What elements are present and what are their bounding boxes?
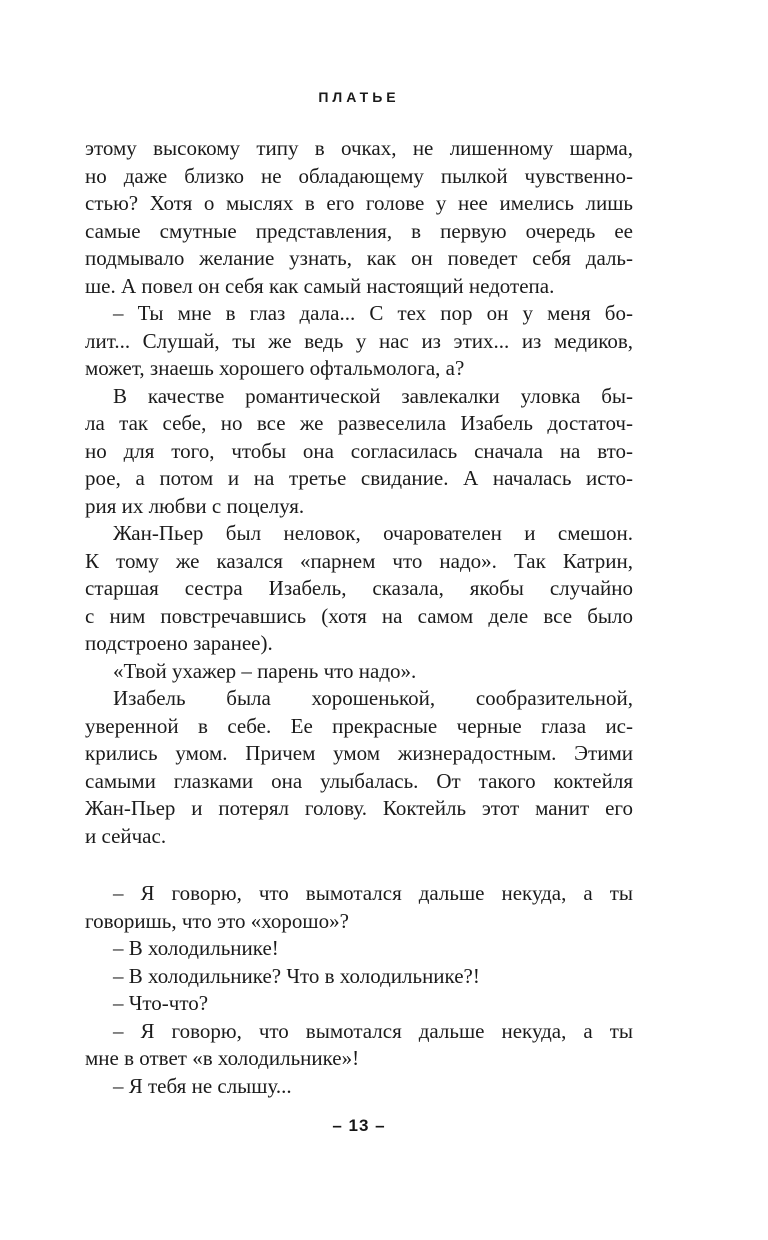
text-line: В качестве романтической завлекалки уловка бы- xyxy=(113,383,633,408)
page-number: – 13 – xyxy=(332,1116,386,1135)
text-line: ше. А повел он себя как самый настоящий недотепа. xyxy=(85,273,555,298)
paragraph xyxy=(85,880,633,935)
text-line: старшая сестра Изабель, сказала, якобы случайно xyxy=(85,576,633,600)
text-line: подмывало желание узнать, как он поведет себя даль- xyxy=(85,246,633,270)
text-line: ла так себе, но все же развеселила Изабель достаточ- xyxy=(85,411,633,435)
text-line: может, знаешь хорошего офтальмолога, а? xyxy=(85,356,465,380)
paragraph xyxy=(85,1018,633,1073)
paragraph xyxy=(85,383,633,521)
paragraph xyxy=(85,135,633,300)
text-line: рия их любви с поцелуя. xyxy=(85,493,305,518)
text-line: – В холодильнике! xyxy=(113,936,279,960)
text-line: «Твой ухажер – парень что надо». xyxy=(113,658,417,683)
text-line: и сейчас. xyxy=(85,823,167,848)
text-line: – Ты мне в глаз дала... С тех пор он у меня бо- xyxy=(113,301,633,325)
text-line: самыми глазками она улыбалась. От такого коктейля xyxy=(85,768,633,793)
text-line: Жан-Пьер и потерял голову. Коктейль этот манит его xyxy=(85,796,633,820)
paragraph xyxy=(85,990,633,1018)
text-line: этому высокому типу в очках, не лишенному шарма, xyxy=(85,136,633,160)
text-line: крились умом. Причем умом жизнерадостным. Этими xyxy=(85,741,633,765)
section-break xyxy=(85,850,633,880)
running-header: ПЛАТЬЕ xyxy=(318,89,400,105)
paragraph xyxy=(85,685,633,850)
text-line: – Я говорю, что вымотался дальше некуда, а ты xyxy=(113,1018,633,1043)
text-line: уверенной в себе. Ее прекрасные черные глаза ис- xyxy=(85,713,633,738)
paragraph xyxy=(85,935,633,963)
text-line: самые смутные представления, в первую очередь ее xyxy=(85,218,633,243)
paragraph xyxy=(85,658,633,686)
text-line: Жан-Пьер был неловок, очарователен и смешон. xyxy=(113,521,633,545)
text-line: – Я тебя не слышу... xyxy=(113,1073,292,1098)
text-line: говоришь, что это «хорошо»? xyxy=(85,908,349,933)
text-line: К тому же казался «парнем что надо». Так Катрин, xyxy=(85,548,633,573)
text-line: рое, а потом и на третье свидание. А началась исто- xyxy=(85,466,633,490)
text-line: но даже близко не обладающему пылкой чувственно- xyxy=(85,163,633,188)
text-line: лит... Слушай, ты же ведь у нас из этих... из медиков, xyxy=(85,328,633,353)
paragraph xyxy=(85,300,633,383)
paragraph xyxy=(85,520,633,658)
text-line: подстроено заранее). xyxy=(85,631,273,655)
text-line: – В холодильнике? Что в холодильнике?! xyxy=(113,963,480,988)
text-line: мне в ответ «в холодильнике»! xyxy=(85,1046,360,1070)
text-line: Изабель была хорошенькой, сообразительной, xyxy=(113,686,633,710)
text-line: но для того, чтобы она согласилась сначала на вто- xyxy=(85,438,633,463)
text-line: – Я говорю, что вымотался дальше некуда, а ты xyxy=(113,881,633,905)
paragraph xyxy=(85,1073,633,1101)
paragraph xyxy=(85,963,633,991)
text-line: – Что-что? xyxy=(113,991,209,1015)
page-body xyxy=(85,135,633,1100)
text-line: стью? Хотя о мыслях в его голове у нее имелись лишь xyxy=(85,191,633,215)
text-line: с ним повстречавшись (хотя на самом деле все было xyxy=(85,603,633,628)
